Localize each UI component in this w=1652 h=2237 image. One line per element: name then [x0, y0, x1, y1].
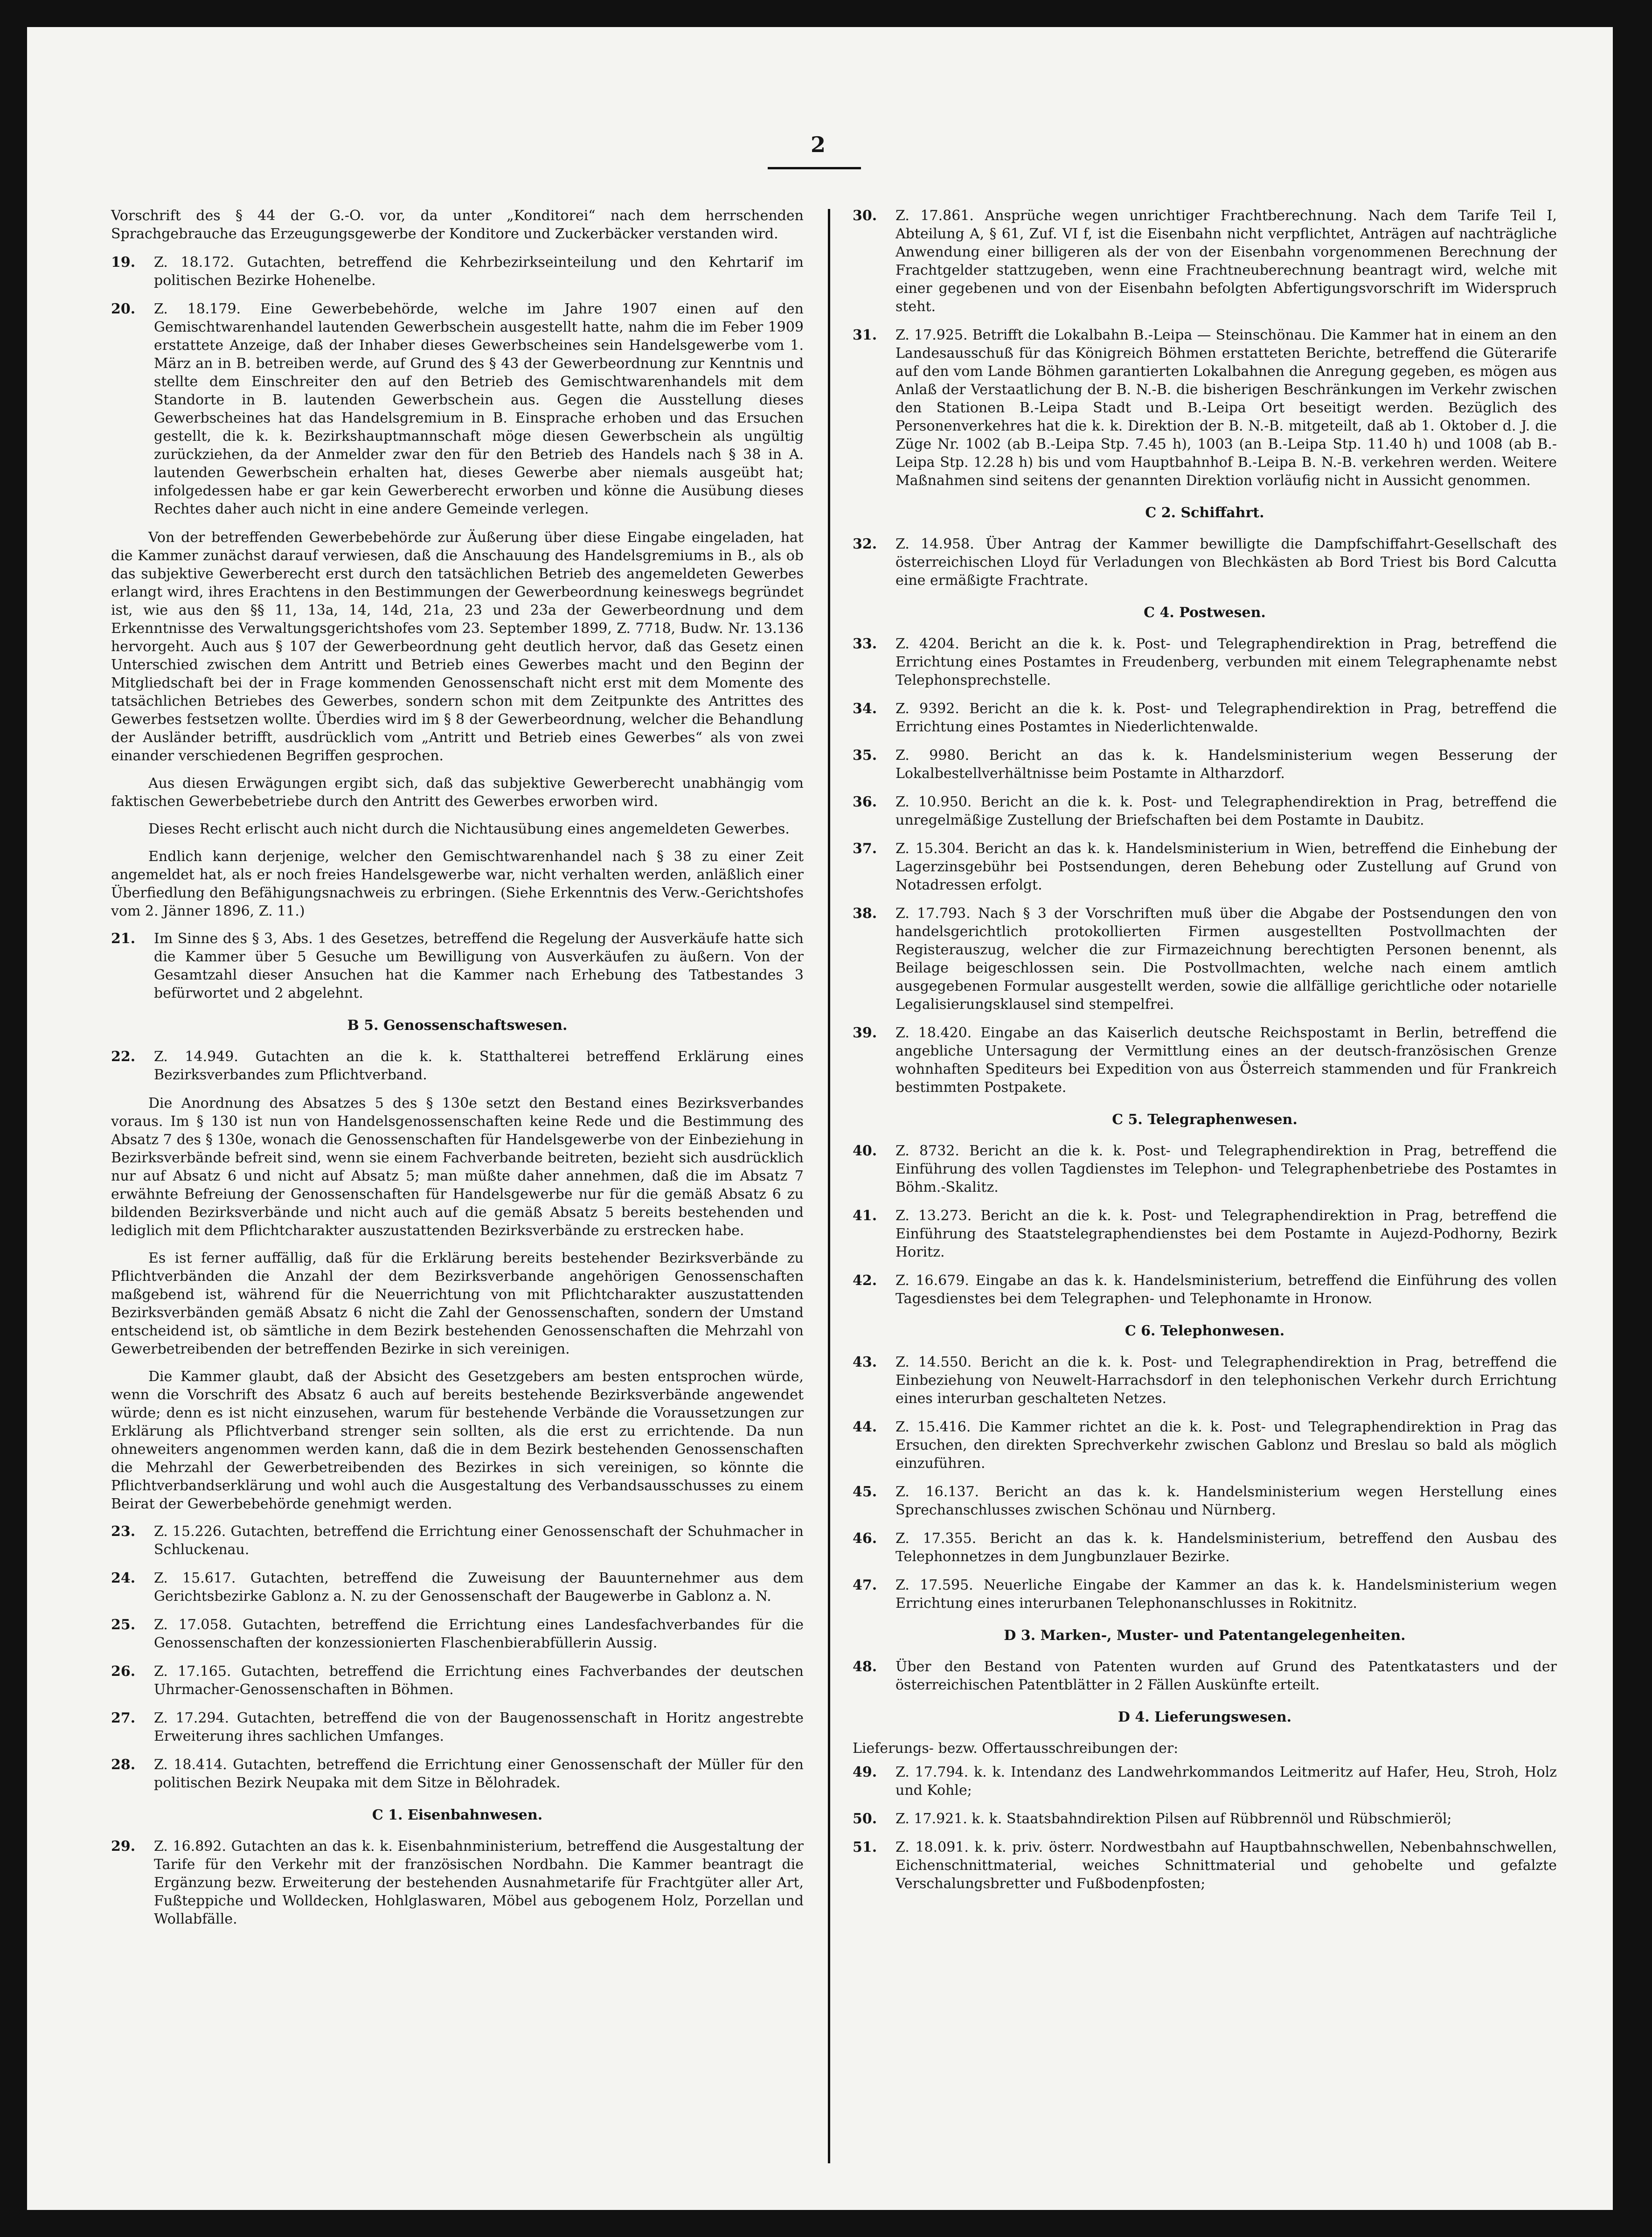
list-item: [853, 1418, 1557, 1473]
item-text: Z. 17.595. Neuerliche Eingabe der Kammer an das k. k. Handelsministerium wegen Errichtung eines interurbanen Telephonanschlusses in Rokitnitz.: [895, 1577, 1557, 1612]
item-number: 22.: [111, 1049, 136, 1065]
item-number: 35.: [853, 747, 877, 764]
list-item: [111, 1616, 804, 1652]
list-item: [853, 326, 1557, 490]
item-text: Z. 17.921. k. k. Staatsbahndirektion Pilsen auf Rübbrennöl und Rübschmieröl;: [895, 1811, 1452, 1827]
column-divider: [828, 209, 830, 2163]
item-number: 44.: [853, 1419, 877, 1435]
list-item: [853, 207, 1557, 316]
item-number: 31.: [853, 327, 877, 343]
section-heading: B 5. Genossenschaftswesen.: [347, 1017, 568, 1034]
subheading: Lieferungs- bezw. Offertausschreibungen der:: [853, 1740, 1179, 1757]
right-column: [853, 207, 1557, 1903]
item-number: 46.: [853, 1530, 877, 1547]
list-item: [853, 1576, 1557, 1612]
item-number: 43.: [853, 1354, 877, 1370]
item-number: 24.: [111, 1570, 136, 1586]
item-number: 25.: [111, 1617, 136, 1633]
item-number: 33.: [853, 636, 877, 652]
item-number: 40.: [853, 1143, 877, 1159]
item-number: 26.: [111, 1663, 136, 1680]
section-heading: C 5. Telegraphenwesen.: [1112, 1112, 1298, 1128]
paragraph: Endlich kann derjenige, welcher den Gemischtwarenhandel nach § 38 zu einer Zeit angemeldet hat, als er noch freies Handelsgewerbe war, nicht verhalten werden, anläßlich einer Überfiedlung den Befähigungsnachweis zu erbringen. (Siehe Erkenntnis des Verw.-Gerichtshofes vom 2. Jänner 1896, Z. 11.): [111, 848, 804, 919]
item-number: 47.: [853, 1577, 877, 1593]
item-number: 21.: [111, 931, 136, 947]
section-heading: D 3. Marken-, Muster- und Patentangelegenheiten.: [1004, 1627, 1406, 1644]
section-heading: C 4. Postwesen.: [1144, 604, 1266, 621]
list-item: [853, 1763, 1557, 1799]
list-item: [853, 1810, 1557, 1828]
item-text: Im Sinne des § 3, Abs. 1 des Gesetzes, betreffend die Regelung der Ausverkäufe hatte sich die Kammer über 5 Gesuche um Bewilligung von Ausverkäufen zu äußern. Von der Gesamtzahl dieser Ansuchen hat die Kammer nach Erhebung des Tatbestandes 3 befürwortet und 2 abgelehnt.: [154, 931, 804, 1001]
item-text: Z. 9392. Bericht an die k. k. Post- und Telegraphendirektion in Prag, betreffend die Errichtung eines Postamtes in Niederlichtenwalde.: [895, 701, 1557, 735]
list-item: [853, 1271, 1557, 1308]
list-item: [853, 1353, 1557, 1408]
item-text: Z. 18.414. Gutachten, betreffend die Errichtung einer Genossenschaft der Müller für den politischen Bezirk Neupaka mit dem Sitze in Bělohradek.: [154, 1757, 804, 1791]
header-rule: [768, 167, 861, 169]
left-column: [111, 207, 804, 1938]
paragraph: Von der betreffenden Gewerbebehörde zur Äußerung über diese Eingabe eingeladen, hat die Kammer zunächst darauf verwiesen, daß die Anschauung des Handelsgremiums in B., als ob das subjektive Gewerberecht erst durch den tatsächlichen Betrieb des angemeldeten Gewerbes erlangt wird, ihres Erachtens in den Bestimmungen der Gewerbeordnung keineswegs begründet ist, wie aus den §§ 11, 13a, 14, 14d, 21a, 23 und 23a der Gewerbeordnung und dem Erkenntnisse des Verwaltungsgerichtshofes vom 23. September 1899, Z. 7718, Budw. Nr. 13.136 hervorgeht. Auch aus § 107 der Gewerbeordnung geht deutlich hervor, daß das Gesetz einen Unterschied zwischen dem Antritt und Betrieb eines Gewerbes macht und den Beginn der Mitgliedschaft bei der in Frage kommenden Genossenschaft nicht erst mit dem Momente des tatsächlichen Betriebes des Gewerbes, sondern schon mit dem Zeitpunkte des Antrittes des Gewerbes festsetzen wollte. Überdies wird im § 8 der Gewerbeordnung, welcher die Behandlung der Ausländer betrifft, ausdrücklich vom „Antritt und Betrieb eines Gewerbes“ als von zwei einander verschiedenen Begriffen gesprochen.: [111, 529, 804, 764]
item-text: Z. 18.091. k. k. priv. österr. Nordwestbahn auf Hauptbahnschwellen, Nebenbahnschwellen, Eichenschnittmaterial, weiches Schnittmaterial und gehobelte und gefalzte Verschalungsbretter und Fußbodenpfosten;: [895, 1839, 1557, 1892]
item-number: 48.: [853, 1659, 877, 1675]
item-number: 34.: [853, 701, 877, 717]
list-item: [853, 635, 1557, 689]
list-item: [853, 746, 1557, 783]
list-item: [853, 1142, 1557, 1196]
paragraph: Dieses Recht erlischt auch nicht durch die Nichtausübung eines angemeldeten Gewerbes.: [148, 821, 790, 837]
list-item: [111, 1048, 804, 1084]
item-number: 36.: [853, 794, 877, 810]
item-text: Z. 15.416. Die Kammer richtet an die k. k. Post- und Telegraphendirektion in Prag das Ersuchen, den direkten Sprechverkehr zwischen Gablonz und Breslau so bald als möglich einzuführen.: [895, 1419, 1557, 1472]
paragraph: Die Kammer glaubt, daß der Absicht des Gesetzgebers am besten entsprochen würde, wenn die Vorschrift des Absatz 6 auch auf bereits bestehende Bezirksverbände angewendet würde; denn es ist nicht einzusehen, warum für bestehende Verbände die Voraussetzungen zur Erklärung als Pflichtverband strenger sein sollten, als die erst zu errichtende. Da nun ohneweiters angenommen werden kann, daß die in dem Bezirk bestehenden Genossenschaften die Mehrzahl der Gewerbetreibenden des Bezirkes in sich vereinigen, so könnte die Pflichtverbandserklärung und wohl auch die Ausgestaltung des Verbandsausschusses zu einem Beirat der Gewerbebehörde genehmigt werden.: [111, 1369, 804, 1512]
item-text: Z. 17.861. Ansprüche wegen unrichtiger Frachtberechnung. Nach dem Tarife Teil I, Abteilung A, § 61, Zuf. VI f, ist die Eisenbahn nicht verpflichtet, Anträgen auf nachträgliche Anwendung einer billigeren als der von der Eisenbahn vorgenommenen Berechnung der Frachtgelder stattzugeben, wenn eine Frachtneuberechnung beantragt wird, welche mit einer gegebenen und von der Eisenbahn befolgten Abfertigungsvorschrift im Widerspruch steht.: [895, 208, 1557, 315]
list-item: [853, 535, 1557, 590]
item-text: Z. 15.304. Bericht an das k. k. Handelsministerium in Wien, betreffend die Einhebung der Lagerzinsgebühr bei Postsendungen, deren Behebung oder Zustellung auf Grund von Notadressen erfolgt.: [895, 841, 1557, 893]
item-text: Z. 14.958. Über Antrag der Kammer bewilligte die Dampfschiffahrt-Gesellschaft des österreichischen Lloyd für Verladungen von Blechkästen ab Bord Triest bis Bord Calcutta eine ermäßigte Frachtrate.: [895, 536, 1557, 589]
list-item: [111, 300, 804, 518]
item-text: Z. 16.679. Eingabe an das k. k. Handelsministerium, betreffend die Einführung des vollen Tagesdienstes bei dem Telegraphen- und Telephonamte in Hronow.: [895, 1272, 1557, 1307]
item-text: Z. 10.950. Bericht an die k. k. Post- und Telegraphendirektion in Prag, betreffend die unregelmäßige Zustellung der Briefschaften bei dem Postamte in Daubitz.: [895, 794, 1557, 828]
item-text: Z. 13.273. Bericht an die k. k. Post- und Telegraphendirektion in Prag, betreffend die Einführung des Staatstelegraphendienstes bei dem Postamte in Aujezd-Podhorny, Bezirk Horitz.: [895, 1208, 1557, 1260]
item-text: Z. 18.420. Eingabe an das Kaiserlich deutsche Reichspostamt in Berlin, betreffend die angebliche Untersagung der Vermittlung eines an der deutsch-französischen Grenze wohnhaften Spediteurs bei Expedition von aus Österreich stammenden und für Frankreich bestimmten Postpakete.: [895, 1025, 1557, 1096]
list-item: [853, 1207, 1557, 1261]
section-heading: C 6. Telephonwesen.: [1124, 1323, 1285, 1339]
item-number: 27.: [111, 1710, 136, 1726]
item-text: Z. 17.165. Gutachten, betreffend die Errichtung eines Fachverbandes der deutschen Uhrmacher-Genossenschaften in Böhmen.: [154, 1663, 804, 1698]
list-item: [853, 700, 1557, 736]
item-text: Z. 9980. Bericht an das k. k. Handelsministerium wegen Besserung der Lokalbestellverhältnisse beim Postamte in Altharzdorf.: [895, 747, 1557, 782]
item-text: Z. 17.793. Nach § 3 der Vorschriften muß über die Abgabe der Postsendungen den von handelsgerichtlich protokollierten Firmen ausgestellten Postvollmachten der Registerauszug, welcher die zur Firmazeichnung berechtigten Personen benennt, als Beilage beigeschlossen sein. Die Postvollmachten, welche nach einem amtlich ausgegebenen Formular ausgestellt werden, sowie die allfällige gerichtliche oder notarielle Legalisierungsklausel sind stempelfrei.: [895, 905, 1557, 1013]
item-number: 23.: [111, 1523, 136, 1540]
item-number: 20.: [111, 301, 136, 317]
item-text: Z. 14.550. Bericht an die k. k. Post- und Telegraphendirektion in Prag, betreffend die Einbeziehung von Neuwelt-Harrachsdorf in den telephonischen Verkehr durch Errichtung eines interurban geschalteten Netzes.: [895, 1354, 1557, 1407]
paragraph: Die Anordnung des Absatzes 5 des § 130e setzt den Bestand eines Bezirksverbandes voraus. Im § 130 ist nun von Handelsgenossenschaften keine Rede und die Bestimmung des Absatz 7 des § 130e, wonach die Genossenschaften für Handelsgewerbe von der Einbeziehung in Bezirksverbände befreit sind, wenn sie einem Fachverbande beitreten, bezieht sich ausdrücklich nur auf Absatz 6 und nicht auf Absatz 5; man müßte daher annehmen, daß die im Absatz 7 erwähnte Befreiung der Genossenschaften für Handelsgewerbe nur für die gemäß Absatz 6 zu bildenden Bezirksverbände und nicht auch auf die gemäß Absatz 5 bereits bestehenden und lediglich mit dem Pflichtcharakter auszustattenden Bezirksverbände zu erstrecken habe.: [111, 1095, 804, 1239]
item-number: 30.: [853, 208, 877, 224]
page-number: 2: [811, 132, 826, 157]
list-item: [853, 793, 1557, 829]
item-text: Z. 15.226. Gutachten, betreffend die Errichtung einer Genossenschaft der Schuhmacher in Schluckenau.: [154, 1523, 804, 1558]
item-text: Z. 4204. Bericht an die k. k. Post- und Telegraphendirektion in Prag, betreffend die Errichtung eines Postamtes in Freudenberg, verbunden mit einem Telegraphenamte nebst Telephonsprechstelle.: [895, 636, 1557, 688]
item-number: 32.: [853, 536, 877, 552]
list-item: [853, 1483, 1557, 1519]
item-text: Z. 17.794. k. k. Intendanz des Landwehrkommandos Leitmeritz auf Hafer, Heu, Stroh, Holz und Kohle;: [895, 1764, 1557, 1799]
list-item: [111, 930, 804, 1002]
item-text: Z. 15.617. Gutachten, betreffend die Zuweisung der Bauunternehmer aus dem Gerichtsbezirke Gablonz a. N. zu der Genossenschaft der Baugewerbe in Gablonz a. N.: [154, 1570, 804, 1605]
item-number: 37.: [853, 841, 877, 857]
list-item: [853, 1658, 1557, 1694]
item-text: Z. 18.179. Eine Gewerbebehörde, welche im Jahre 1907 einen auf den Gemischtwarenhandel lautenden Gewerbschein ausgestellt hatte, nahm die im Feber 1909 erstattete Anzeige, daß der Inhaber dieses Gewerbscheines sein Handelsgewerbe vom 1. März an in B. betreiben werde, auf Grund des § 43 der Gewerbeordnung zur Kenntnis und stellte dem Einschreiter den auf den Betrieb des Gemischtwarenhandels mit dem Standorte in B. lautenden Gewerbschein aus. Gegen die Ausstellung dieses Gewerbscheines hat das Handelsgremium in B. Einsprache erhoben und das Ersuchen gestellt, die k. k. Bezirkshauptmannschaft möge diesen Gewerbschein als ungültig zurückziehen, da der Anmelder zwar den für den Betrieb des Handels nach § 38 in A. lautenden Gewerbschein erhalten hat, dieses Gewerbe aber niemals ausgeübt hat; infolgedessen habe er gar kein Gewerberecht erworben und könne die Ausübung dieses Rechtes daher auch nicht in eine andere Gemeinde verlegen.: [154, 301, 804, 517]
list-item: [853, 1529, 1557, 1566]
paragraph: Es ist ferner auffällig, daß für die Erklärung bereits bestehender Bezirksverbände zu Pflichtverbänden die Anzahl der dem Bezirksverbande angehörigen Genossenschaften maßgebend ist, während für die Neuerrichtung von mit Pflichtcharakter auszustattenden Bezirksverbänden gemäß Absatz 6 nicht die Zahl der Genossenschaften, sondern der Umstand entscheidend ist, ob sämtliche in dem Bezirk bestehenden Genossenschaften die Mehrzahl von Gewerbetreibenden der betreffenden Bezirke in sich vereinigen.: [111, 1250, 804, 1357]
list-item: [853, 1838, 1557, 1893]
item-text: Z. 16.137. Bericht an das k. k. Handelsministerium wegen Herstellung eines Sprechanschlusses zwischen Schönau und Nürnberg.: [895, 1484, 1557, 1518]
list-item: [111, 1837, 804, 1928]
item-number: 45.: [853, 1484, 877, 1500]
continuation-paragraph: Vorschrift des § 44 der G.-O. vor, da unter „Konditorei“ nach dem herrschenden Sprachgebrauche das Erzeugungsgewerbe der Konditore und Zuckerbäcker verstanden wird.: [111, 208, 804, 242]
item-text: Über den Bestand von Patenten wurden auf Grund des Patentkatasters und der österreichischen Patentblätter in 2 Fällen Auskünfte erteilt.: [895, 1659, 1557, 1693]
item-text: Z. 14.949. Gutachten an die k. k. Statthalterei betreffend Erklärung eines Bezirksverbandes zum Pflichtverband.: [154, 1049, 804, 1083]
item-number: 42.: [853, 1272, 877, 1289]
list-item: [111, 253, 804, 290]
item-number: 28.: [111, 1757, 136, 1773]
list-item: [853, 1024, 1557, 1097]
list-item: [111, 1709, 804, 1745]
item-number: 19.: [111, 254, 136, 271]
section-heading: D 4. Lieferungswesen.: [1118, 1709, 1292, 1725]
item-text: Z. 17.355. Bericht an das k. k. Handelsministerium, betreffend den Ausbau des Telephonnetzes in dem Jungbunzlauer Bezirke.: [895, 1530, 1557, 1565]
list-item: [111, 1756, 804, 1792]
item-number: 51.: [853, 1839, 877, 1855]
item-text: Z. 16.892. Gutachten an das k. k. Eisenbahnministerium, betreffend die Ausgestaltung der Tarife für den Verkehr mit der französischen Nordbahn. Die Kammer beantragt die Ergänzung bezw. Erweiterung der bestehenden Ausnahmetarife für Frachtgüter aller Art, Fußteppiche und Wolldecken, Hohlglaswaren, Möbel aus gebogenem Holz, Porzellan und Wollabfälle.: [154, 1838, 804, 1927]
list-item: [111, 1569, 804, 1605]
list-item: [111, 1522, 804, 1559]
item-text: Z. 17.294. Gutachten, betreffend die von der Baugenossenschaft in Horitz angestrebte Erweiterung ihres sachlichen Umfanges.: [154, 1710, 804, 1744]
item-text: Z. 17.058. Gutachten, betreffend die Errichtung eines Landesfachverbandes für die Genossenschaften der konzessionierten Flaschenbierabfüllerin Aussig.: [154, 1617, 804, 1651]
item-number: 41.: [853, 1208, 877, 1224]
item-number: 29.: [111, 1838, 136, 1855]
item-number: 38.: [853, 905, 877, 922]
item-text: Z. 8732. Bericht an die k. k. Post- und Telegraphendirektion in Prag, betreffend die Einführung des vollen Tagdienstes im Telephon- und Telegraphenbetriebe des Postamtes in Böhm.-Skalitz.: [895, 1143, 1557, 1195]
page: [27, 27, 1613, 2210]
item-text: Z. 18.172. Gutachten, betreffend die Kehrbezirkseinteilung und den Kehrtarif im politischen Bezirke Hohenelbe.: [154, 254, 804, 289]
item-number: 50.: [853, 1811, 877, 1827]
list-item: [853, 904, 1557, 1014]
list-item: [111, 1662, 804, 1699]
list-item: [853, 840, 1557, 894]
item-number: 49.: [853, 1764, 877, 1780]
paragraph: Aus diesen Erwägungen ergibt sich, daß das subjektive Gewerberecht unabhängig vom faktischen Gewerbebetriebe durch den Antritt des Gewerbes erworben wird.: [111, 775, 804, 810]
item-text: Z. 17.925. Betrifft die Lokalbahn B.-Leipa — Steinschönau. Die Kammer hat in einem an den Landesausschuß für das Königreich Böhmen erstatteten Berichte, betreffend die Güterarife auf den vom Lande Böhmen garantierten Lokalbahnen die Anregung gegeben, es mögen aus Anlaß der Verstaatlichung der B. N.-B. die bisherigen Beschränkungen im Verkehr zwischen den Stationen B.-Leipa Stadt und B.-Leipa Ort beseitigt werden. Bezüglich des Personenverkehres hat die k. k. Direktion der B. N.-B. mitgeteilt, daß ab 1. Oktober d. J. die Züge Nr. 1002 (ab B.-Leipa Stp. 7.45 h), 1003 (an B.-Leipa Stp. 11.40 h) und 1008 (ab B.-Leipa Stp. 12.28 h) bis und vom Hauptbahnhof B.-Leipa B. N.-B. verkehren werden. Weitere Maßnahmen sind seitens der genannten Direktion vorläufig nicht in Aussicht genommen.: [895, 327, 1557, 489]
item-number: 39.: [853, 1025, 877, 1041]
section-heading: C 1. Eisenbahnwesen.: [372, 1807, 543, 1823]
section-heading: C 2. Schiffahrt.: [1145, 505, 1264, 521]
